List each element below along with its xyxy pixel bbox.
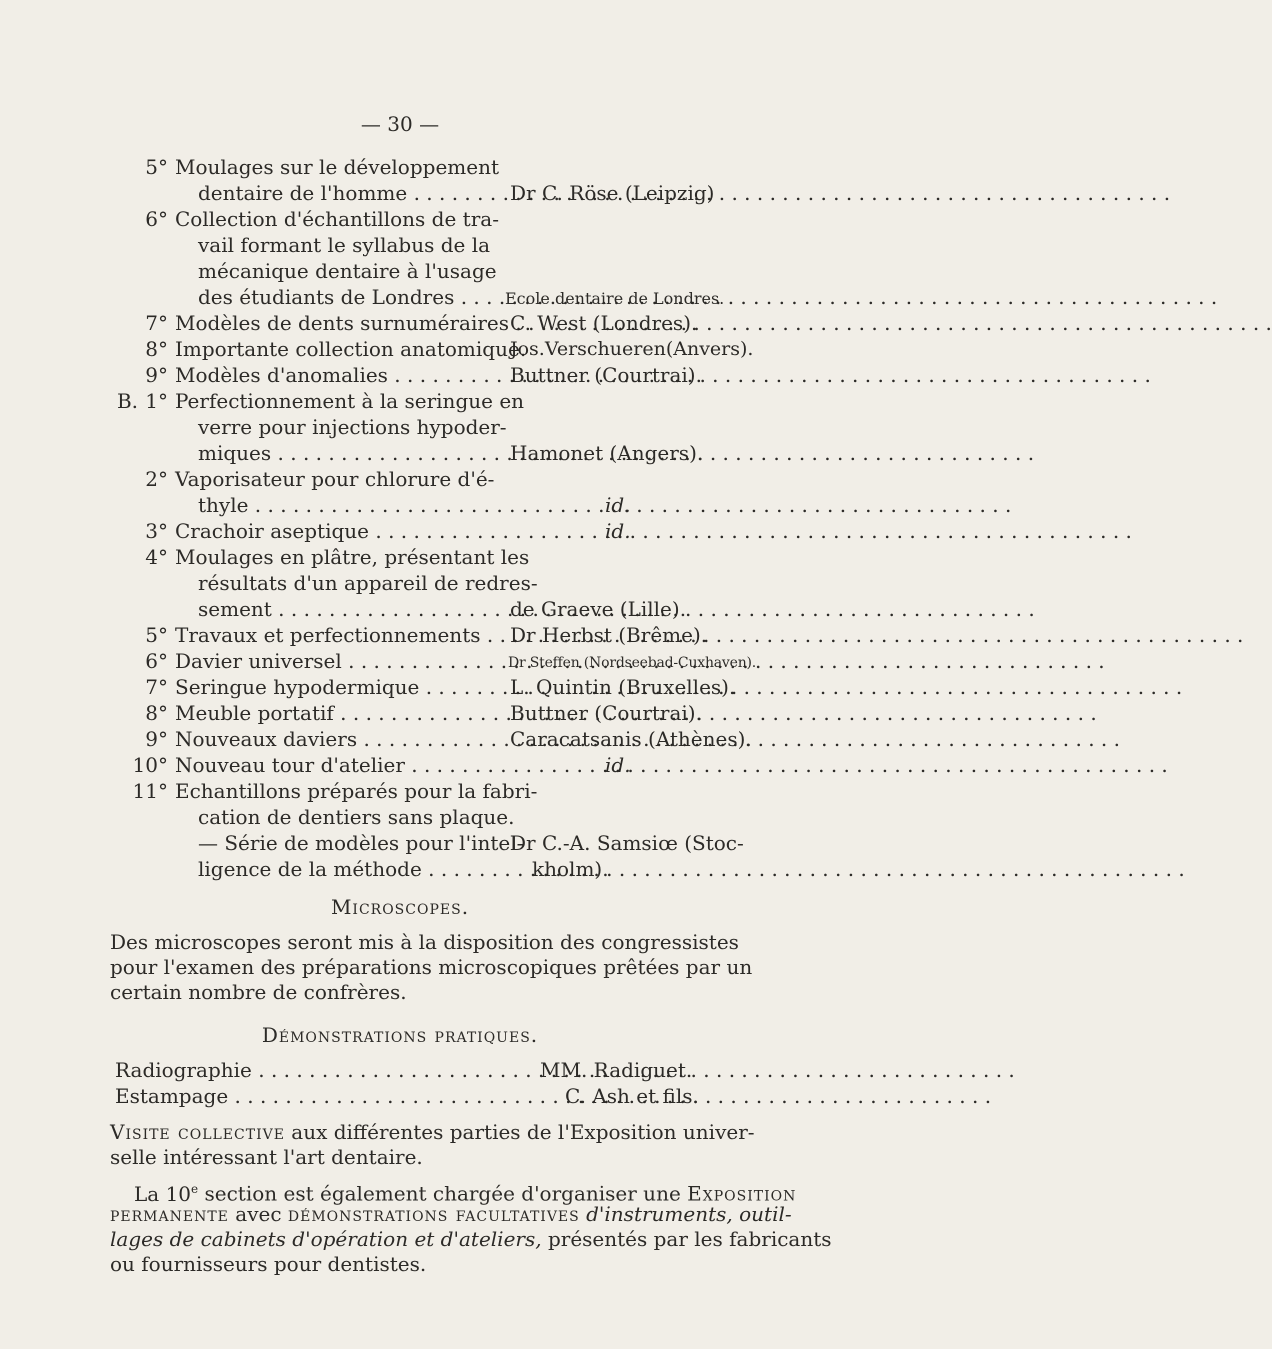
item-author: Dr Steffen (Nordseebad-Cuxhaven). xyxy=(508,655,757,671)
item-text: thyle . . . xyxy=(198,492,487,518)
item-author: Hamonet (Angers). xyxy=(510,441,704,465)
item-text: vail formant le syllabus de la xyxy=(198,233,491,257)
item-text: Collection d'échantillons de tra- xyxy=(175,207,499,231)
item-author: Dr C. Röse (Leipzig) xyxy=(510,181,715,205)
demo-value: MM. Radiguet. xyxy=(540,1058,693,1082)
item-text: mécanique dentaire à l'usage xyxy=(198,259,497,283)
demo-label: Estampage . . . xyxy=(115,1083,485,1109)
item-number: 7° xyxy=(145,675,168,699)
item-number: 5° xyxy=(145,623,168,647)
item-text: Nouveaux daviers . . . xyxy=(175,726,487,752)
item-text: Perfectionnement à la seringue en xyxy=(175,389,525,413)
item-author: id. xyxy=(605,519,631,543)
item-number: 6° xyxy=(145,207,168,231)
paragraph-line: lages de cabinets d'opération et d'ateliers, présentés par les fabricants xyxy=(110,1227,832,1251)
item-number: 9° xyxy=(145,363,168,387)
item-number: 3° xyxy=(145,519,168,543)
item-number: 8° xyxy=(145,701,168,725)
item-text: verre pour injections hypoder- xyxy=(198,415,507,439)
item-number: 1° xyxy=(145,389,168,413)
item-text: des étudiants de Londres . . . xyxy=(198,284,487,310)
item-author: id. xyxy=(605,753,631,777)
item-number: 7° xyxy=(145,311,168,335)
item-text: résultats d'un appareil de redres- xyxy=(198,571,538,595)
item-text: — Série de modèles pour l'intel- xyxy=(198,831,524,855)
item-text: Importante collection anatomique. xyxy=(175,337,527,361)
group-b-label: B. xyxy=(116,389,138,413)
item-text: Davier universel . . . xyxy=(175,648,487,674)
paragraph-line: selle intéressant l'art dentaire. xyxy=(110,1145,423,1169)
item-text: Modèles d'anomalies . . . xyxy=(175,362,487,388)
section-heading-microscopes: Microscopes. xyxy=(330,895,470,919)
item-author: Buttner (Courtrai). xyxy=(510,363,702,387)
item-text: Crachoir aseptique . . . xyxy=(175,518,487,544)
item-text: miques . . . xyxy=(198,440,487,466)
paragraph-line: ou fournisseurs pour dentistes. xyxy=(110,1252,427,1276)
item-text: cation de dentiers sans plaque. xyxy=(198,805,515,829)
demo-value: C. Ash et fils. xyxy=(565,1084,699,1108)
item-author: C. West (Londres). xyxy=(510,311,698,335)
page-number: — 30 — xyxy=(360,112,440,136)
item-number: 8° xyxy=(145,337,168,361)
paragraph-line: certain nombre de confrères. xyxy=(110,980,407,1004)
paragraph-line: Des microscopes seront mis à la disposition des congressistes xyxy=(110,930,739,954)
section-heading-demonstrations: Démonstrations pratiques. xyxy=(261,1023,539,1047)
item-author: Ecole dentaire de Londres. xyxy=(505,289,725,308)
item-author: Dr C.-A. Samsiœ (Stoc- xyxy=(510,831,744,855)
item-author: Dr Herbst (Brême). xyxy=(510,623,708,647)
item-text: Meuble portatif . . . xyxy=(175,700,487,726)
visite-title: Visite collective xyxy=(110,1120,285,1144)
item-number: 9° xyxy=(145,727,168,751)
item-text: Moulages sur le développement xyxy=(175,155,500,179)
item-author: kholm). xyxy=(532,857,609,881)
item-number: 4° xyxy=(145,545,168,569)
item-text: Modèles de dents surnuméraires . . . xyxy=(175,310,487,336)
item-text: Moulages en plâtre, présentant les xyxy=(175,545,530,569)
item-text: Vaporisateur pour chlorure d'é- xyxy=(175,467,495,491)
item-number: 10° xyxy=(132,753,168,777)
paragraph-line: pour l'examen des préparations microscopiques prêtées par un xyxy=(110,955,753,979)
paragraph-line: permanente avec démonstrations facultatives d'instruments, outil- xyxy=(110,1202,792,1226)
demo-label: Radiographie . . . xyxy=(115,1057,485,1083)
item-author: id. xyxy=(605,493,631,517)
item-author: Jos.Verschueren(Anvers). xyxy=(510,338,754,360)
item-text: Nouveau tour d'atelier . . . xyxy=(175,752,487,778)
item-text: Echantillons préparés pour la fabri- xyxy=(175,779,538,803)
item-author: de Graeve (Lille). xyxy=(510,597,687,621)
item-author: L. Quintin (Bruxelles). xyxy=(510,675,736,699)
item-author: Caracatsanis (Athènes). xyxy=(510,727,752,751)
item-text: sement . . . xyxy=(198,596,487,622)
item-text: ligence de la méthode . . . xyxy=(198,856,487,882)
item-number: 2° xyxy=(145,467,168,491)
item-author: Buttner (Courtrai). xyxy=(510,701,702,725)
item-number: 5° xyxy=(145,155,168,179)
item-number: 6° xyxy=(145,649,168,673)
item-number: 11° xyxy=(132,779,168,803)
item-text: Seringue hypodermique . . . xyxy=(175,674,487,700)
item-text: Travaux et perfectionnements . . . xyxy=(175,622,487,648)
paragraph-line: Visite collective aux différentes parties de l'Exposition univer- xyxy=(110,1120,755,1144)
paragraph-line: La 10e section est également chargée d'organiser une Exposition xyxy=(134,1181,797,1206)
item-text: dentaire de l'homme . . . xyxy=(198,180,487,206)
